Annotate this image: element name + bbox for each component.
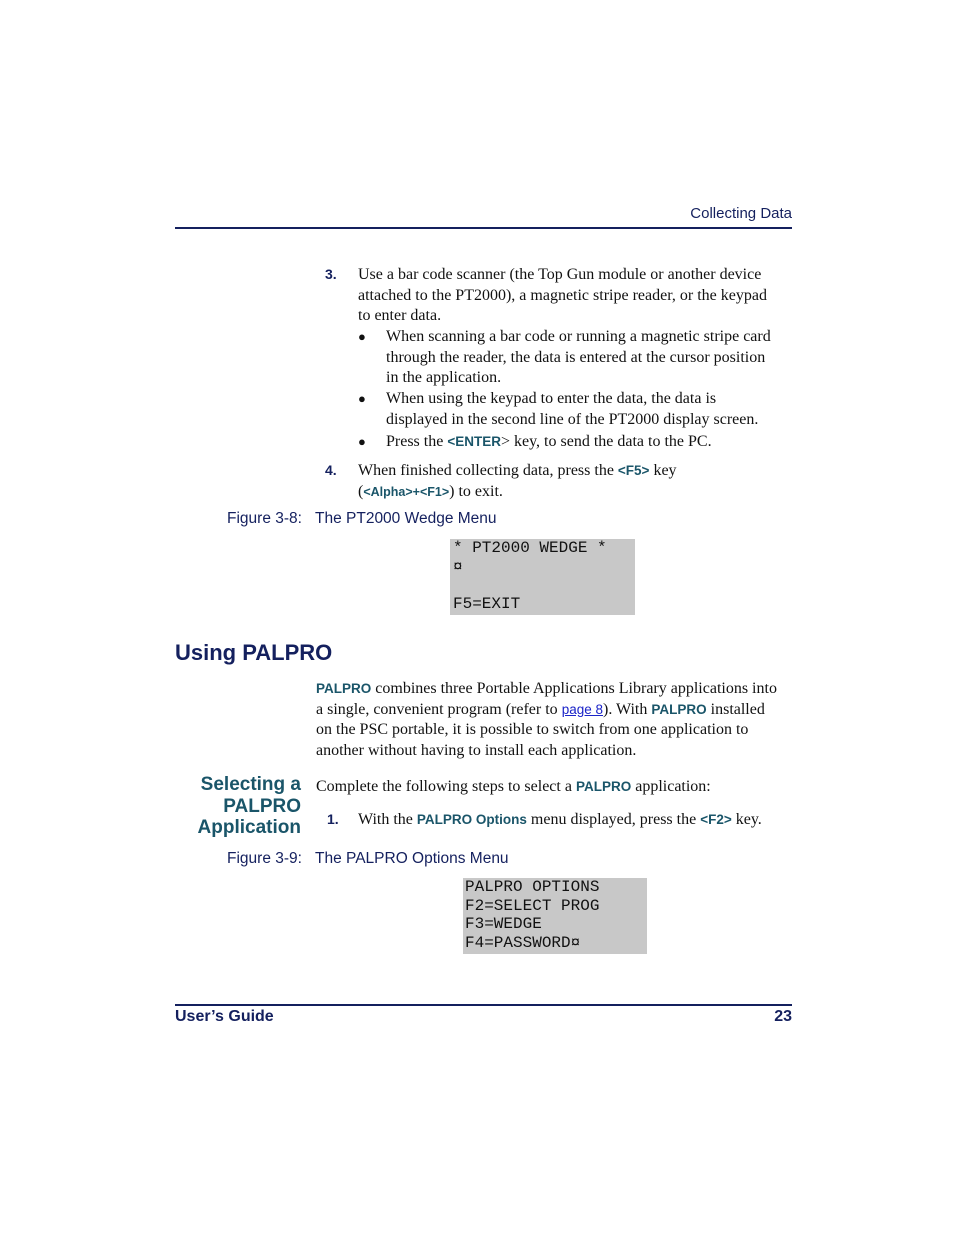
text-run: With the bbox=[358, 811, 417, 828]
figure-label: Figure 3-9: bbox=[227, 850, 302, 867]
text-run: key bbox=[649, 462, 677, 479]
text-line: When using the keypad to enter the data, the data is bbox=[386, 390, 717, 407]
heading-line: PALPRO bbox=[223, 795, 301, 817]
text-run: When finished collecting data, press the bbox=[358, 462, 618, 479]
text-run: installed bbox=[706, 700, 765, 718]
heading-line: Selecting a bbox=[200, 774, 301, 795]
text-line bbox=[358, 461, 677, 482]
screen-line: PALPRO OPTIONS bbox=[465, 878, 600, 896]
text-run: Complete the following steps to select a bbox=[316, 778, 576, 795]
keyword-palpro: PALPRO bbox=[575, 779, 632, 794]
screen-line: F4=PASSWORD¤ bbox=[465, 934, 581, 953]
text-line: displayed in the second line of the PT2000 display screen. bbox=[386, 410, 759, 428]
subsection-intro bbox=[316, 777, 711, 798]
step-number: 1. bbox=[327, 811, 339, 827]
bullet-icon: ● bbox=[358, 329, 366, 344]
text-run: combines three Portable Applications Library applications into bbox=[371, 680, 777, 697]
text-run: > key, to send the data to the PC. bbox=[500, 433, 712, 450]
page-link[interactable]: page 8 bbox=[561, 701, 603, 717]
screen-line: * PT2000 WEDGE * bbox=[453, 539, 607, 557]
footer-title: User’s Guide bbox=[175, 1008, 274, 1025]
step-4-text bbox=[358, 461, 677, 502]
text-line bbox=[316, 700, 777, 721]
bullet-icon: ● bbox=[358, 391, 366, 406]
text-run: menu displayed, press the bbox=[526, 811, 701, 828]
section-heading: Using PALPRO bbox=[175, 640, 333, 665]
bullet-2-text bbox=[386, 389, 758, 430]
text-line: When scanning a bar code or running a magnetic stripe card bbox=[386, 328, 771, 345]
text-line: through the reader, the data is entered at the cursor position bbox=[386, 348, 766, 366]
palpro-options-screen bbox=[463, 878, 647, 954]
running-header: Collecting Data bbox=[690, 205, 792, 222]
wedge-menu-screen bbox=[450, 539, 635, 615]
keyword-palpro: PALPRO bbox=[651, 701, 707, 717]
text-line: in the application. bbox=[386, 369, 502, 386]
page-number: 23 bbox=[774, 1008, 792, 1025]
text-line: attached to the PT2000), a magnetic stripe reader, or the keypad bbox=[358, 286, 767, 304]
text-run: application: bbox=[631, 778, 711, 795]
figure-title: The PT2000 Wedge Menu bbox=[315, 510, 497, 527]
step-1-text bbox=[358, 810, 762, 831]
text-run: ( bbox=[358, 482, 364, 500]
step-number: 4. bbox=[325, 462, 337, 478]
text-line: another without having to install each application. bbox=[316, 741, 637, 759]
key-alpha-f1: <Alpha>+<F1> bbox=[363, 484, 450, 499]
text-line: Use a bar code scanner (the Top Gun module or another device bbox=[358, 266, 762, 283]
text-run: Press the bbox=[386, 433, 448, 450]
keyword-palpro-options: PALPRO Options bbox=[416, 812, 527, 827]
text-run: key. bbox=[731, 811, 762, 828]
subsection-heading bbox=[198, 774, 301, 839]
screen-line: F5=EXIT bbox=[453, 595, 521, 614]
screen-line: ¤ bbox=[453, 557, 463, 576]
section-paragraph bbox=[316, 679, 777, 761]
key-f5: <F5> bbox=[617, 463, 650, 478]
step-3-text bbox=[358, 265, 767, 327]
keyword-palpro: PALPRO bbox=[316, 681, 372, 696]
text-line: on the PSC portable, it is possible to switch from one application to bbox=[316, 721, 749, 738]
key-enter: <ENTER bbox=[447, 434, 501, 449]
text-line bbox=[358, 482, 677, 503]
text-run: ) to exit. bbox=[449, 482, 503, 500]
header-rule bbox=[175, 227, 792, 229]
text-run: ). With bbox=[602, 700, 652, 718]
heading-line: Application bbox=[197, 817, 301, 838]
key-f2: <F2> bbox=[700, 812, 732, 827]
text-run: a single, convenient program (refer to bbox=[316, 700, 562, 718]
screen-line: F3=WEDGE bbox=[465, 915, 542, 934]
bullet-icon: ● bbox=[358, 434, 366, 449]
text-line: to enter data. bbox=[358, 307, 442, 324]
footer-rule bbox=[175, 1004, 792, 1006]
bullet-3-text bbox=[386, 432, 712, 453]
screen-line bbox=[453, 576, 635, 595]
step-number: 3. bbox=[325, 266, 337, 282]
figure-label: Figure 3-8: bbox=[227, 510, 302, 527]
figure-title: The PALPRO Options Menu bbox=[315, 850, 509, 867]
screen-line: F2=SELECT PROG bbox=[465, 896, 600, 915]
bullet-1-text bbox=[386, 327, 771, 389]
text-line bbox=[316, 679, 777, 700]
